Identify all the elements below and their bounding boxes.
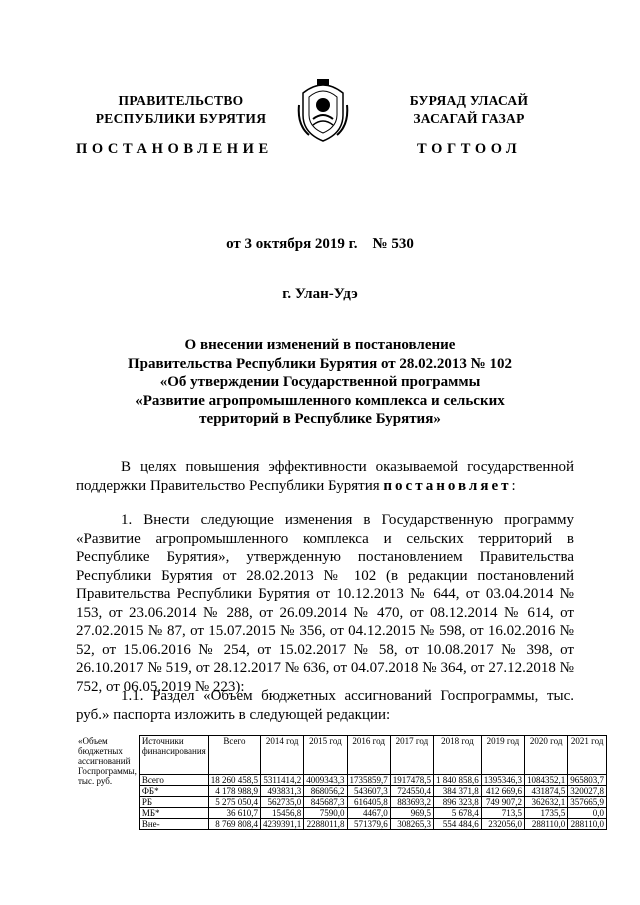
table-cell: 749 907,2 [481,797,524,808]
org-name-russian [76,92,286,128]
table-cell: 896 323,8 [434,797,482,808]
table-cell: 320027,8 [568,786,607,797]
table-header-cell: 2021 год [568,736,607,775]
date-number-line: от 3 октября 2019 г. № 530 [226,236,414,252]
title-line-4: «Развитие агропромышленного комплекса и сельских [135,392,505,409]
table-cell: 288110,0 [568,819,607,830]
table-header-row [76,736,607,775]
table-cell: 616405,8 [347,797,390,808]
table-cell: 7590,0 [304,808,347,819]
table-cell: 412 669,6 [481,786,524,797]
title-line-2: Правительства Республики Бурятия от 28.02.2013 № 102 [127,355,512,372]
table-cell: 1735859,7 [347,775,390,786]
table-cell: 36 610,7 [208,808,260,819]
table-cell: 5311414,2 [261,775,304,786]
table-cell: 883693,2 [390,797,433,808]
table-cell: МБ* [139,808,208,819]
preamble-end: : [511,477,516,494]
org-name-ru-line1: ПРАВИТЕЛЬСТВО [118,93,244,108]
budget-table [76,735,607,830]
table-row [76,797,607,808]
table-cell: 4467,0 [347,808,390,819]
table-cell: 965803,7 [568,775,607,786]
table-row [76,786,607,797]
table-cell: Всего [139,775,208,786]
table-cell: 8 769 808,4 [208,819,260,830]
table-row [76,808,607,819]
table-header-cell: 2014 год [261,736,304,775]
table-cell: 357665,9 [568,797,607,808]
org-name-buryat [364,92,574,128]
table-cell: 5 275 050,4 [208,797,260,808]
table-cell: 571379,6 [347,819,390,830]
table-cell: 4239391,1 [261,819,304,830]
table-cell: 562735,0 [261,797,304,808]
table-cell: 868056,2 [304,786,347,797]
item-1-paragraph: 1. Внести следующие изменения в Государственную программу «Развитие агропромышленного комплекса и сельских территорий в Республике Бурятия», утвержденную постановлением Правительства Республики Бурятия от 28.02.2013 № 102 (в редакции постановлений Правительства Республики Бурятия от 10.12.2013 № 644, от 03.04.2014 № 153, от 23.06.2014 № 288, от 26.09.2014 № 470, от 08.12.2014 № 614, от 27.02.2015 № 87, от 15.07.2015 № 356, от 04.12.2015 № 598, от 16.02.2016 № 52, от 15.06.2016 № 254, от 15.02.2017 № 58, от 10.08.2017 № 398, от 26.10.2017 № 519, от 28.12.2017 № 636, от 04.07.2018 № 364, от 27.12.2018 № 752, от 06.05.2019 № 223): [76,512,574,695]
document-title [0,336,640,429]
table-header-cell: 2018 год [434,736,482,775]
table-cell: 493831,3 [261,786,304,797]
table-cell: 362632,1 [525,797,568,808]
title-line-1: О внесении изменений в постановление [184,337,456,353]
table-header-cell: 2016 год [347,736,390,775]
table-header-cell: 2020 год [525,736,568,775]
org-name-bur-line2: ЗАСАГАЙ ГАЗАР [413,111,525,126]
org-name-ru-line2: РЕСПУБЛИКИ БУРЯТИЯ [95,111,267,126]
table-cell: 1084352,1 [525,775,568,786]
preamble-resolves: постановляет [383,477,512,494]
table-cell: 0,0 [568,808,607,819]
doc-type-buryat: ТОГТООЛ [417,141,522,157]
table-cell: 15456,8 [261,808,304,819]
table-cell: 1395346,3 [481,775,524,786]
table-header-cell: Всего [208,736,260,775]
table-cell: 724550,4 [390,786,433,797]
org-name-bur-line1: БУРЯАД УЛАСАЙ [409,93,529,108]
table-cell: 1735,5 [525,808,568,819]
coat-of-arms-icon [295,75,351,143]
preamble-paragraph [76,458,574,495]
table-cell: 288110,0 [525,819,568,830]
table-cell: 1 840 858,6 [434,775,482,786]
table-cell: 384 371,8 [434,786,482,797]
table-header-cell: 2015 год [304,736,347,775]
table-row [76,819,607,830]
table-header-cell: Источники финансирования [139,736,208,775]
table-cell: 4009343,3 [304,775,347,786]
title-line-3: «Об утверждении Государственной программы [159,374,481,390]
table-cell: 969,5 [390,808,433,819]
preamble-text: В целях повышения эффективности оказываемой государственной поддержки Правительство Республики Бурятия [76,459,574,494]
table-header-cell: 2019 год [481,736,524,775]
title-line-5: территорий в Республике Бурятия» [199,411,441,427]
item-1-1-paragraph: 1.1. Раздел «Объем бюджетных ассигнований Госпрограммы, тыс. руб.» паспорта изложить в следующей редакции: [76,688,574,723]
table-cell: 4 178 988,9 [208,786,260,797]
table-cell: 308265,3 [390,819,433,830]
budget-row-label: «Объем бюджетных ассигнований Госпрограммы, тыс. руб. [76,736,139,830]
table-cell: ФБ* [139,786,208,797]
table-cell: 713,5 [481,808,524,819]
table-cell: Вне- [139,819,208,830]
table-cell: 431874,5 [525,786,568,797]
table-cell: 2288011,8 [304,819,347,830]
table-cell: 1917478,5 [390,775,433,786]
table-cell: 5 678,4 [434,808,482,819]
table-cell: 18 260 458,5 [208,775,260,786]
table-cell: 543607,3 [347,786,390,797]
table-cell: 232056,0 [481,819,524,830]
doc-type-russian: ПОСТАНОВЛЕНИЕ [76,141,273,157]
table-cell: 845687,3 [304,797,347,808]
table-row [76,775,607,786]
table-cell: РБ [139,797,208,808]
city: г. Улан-Удэ [282,286,358,302]
table-cell: 554 484,6 [434,819,482,830]
table-header-cell: 2017 год [390,736,433,775]
